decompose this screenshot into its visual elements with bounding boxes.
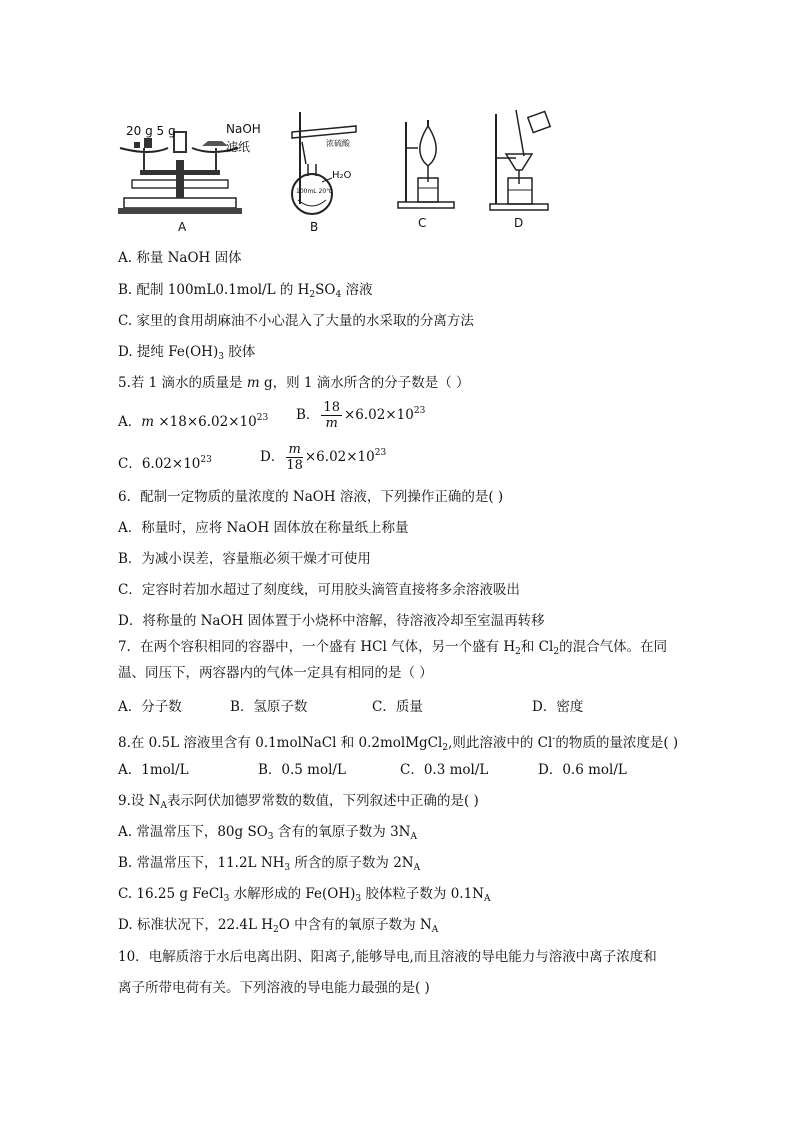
q7-option-b: B．氢原子数 xyxy=(230,699,308,715)
figure-a-label: A xyxy=(178,220,187,234)
q6-option-a: A．称量时，应将 NaOH 固体放在称量纸上称量 xyxy=(118,520,409,536)
q6-option-b: B．为减小误差，容量瓶必须干燥才可使用 xyxy=(118,551,371,567)
figure-a-balance xyxy=(110,108,261,236)
flask-illustration xyxy=(278,108,368,236)
figure-d-label: D xyxy=(514,216,524,230)
acid-label: 浓硫酸 xyxy=(326,139,350,148)
flask-capacity-label: 100mL 20℃ xyxy=(296,188,333,195)
q6-option-d: D．将称量的 NaOH 固体置于小烧杯中溶解，待溶液冷却至室温再转移 xyxy=(118,613,545,629)
water-label: H₂O xyxy=(332,170,352,181)
q4-option-c: C. 家里的食用胡麻油不小心混入了大量的水采取的分离方法 xyxy=(118,313,474,329)
weights-label: 20 g 5 g xyxy=(126,124,176,138)
q9-option-a: A. 常温常压下，80g $SO_3$ 含有的氧原子数为 $3N_A$ xyxy=(118,824,417,842)
q5-option-d: D． $\frac{m}{18}$ $\times 6.02\times 10^{23}$ xyxy=(260,442,387,473)
q8-option-c: C．0.3 mol/L xyxy=(400,762,489,778)
filtration-illustration xyxy=(486,104,570,232)
q10-stem-line1: 10．电解质溶于水后电离出阴、阳离子,能够导电,而且溶液的导电能力与溶液中离子浓度和 xyxy=(118,949,657,965)
q5-option-b: B． $\frac{18}{m}$ $\times 6.02\times 10^{23}$ xyxy=(296,400,426,431)
q10-stem-line2: 离子所带电荷有关。下列溶液的导电能力最强的是( ) xyxy=(118,980,430,996)
q4-option-d: D. 提纯 $Fe(OH)_3$ 胶体 xyxy=(118,344,256,362)
separatory-funnel-illustration xyxy=(392,108,462,236)
figure-b-label: B xyxy=(310,220,319,234)
q5-option-a: A．$m \times 18\times 6.02\times 10^{23}$ xyxy=(118,413,269,430)
apparatus-figures xyxy=(110,108,570,238)
q8-option-b: B．0.5 mol/L xyxy=(258,762,346,778)
q9-option-c: C. 16.25 g FeCl$_3$ 水解形成的 $Fe(OH)_3$ 胶体粒子数为 $0.1N_A$ xyxy=(118,886,491,904)
q4-option-a: A. 称量 NaOH 固体 xyxy=(118,250,242,266)
q8-stem: 8.在 0.5L 溶液里含有 0.1molNaCl 和 0.2molMgCl$_2$,则此溶液中的 Cl-的物质的量浓度是( ) xyxy=(118,734,679,753)
q9-option-b: B. 常温常压下，11.2L $NH_3$ 所含的原子数为 $2N_A$ xyxy=(118,855,421,873)
q6-stem: 6．配制一定物质的量浓度的 NaOH 溶液，下列操作正确的是( ) xyxy=(118,489,504,505)
q9-stem: 9.设 $N_A$表示阿伏加德罗常数的数值，下列叙述中正确的是( ) xyxy=(118,793,479,811)
q6-option-c: C．定容时若加水超过了刻度线，可用胶头滴管直接将多余溶液吸出 xyxy=(118,582,520,598)
figure-c-label: C xyxy=(418,216,427,230)
q5-stem: 5.若 1 滴水的质量是 m g，则 1 滴水所含的分子数是（ ） xyxy=(118,375,470,391)
q7-option-d: D．密度 xyxy=(532,699,584,715)
q5-option-c: C．$6.02\times 10^{23}$ xyxy=(118,455,212,472)
figure-d-filtration xyxy=(486,104,570,232)
q7-stem-line1: 7．在两个容积相同的容器中，一个盛有 HCl 气体，另一个盛有 $H_2$和 $Cl_2$的混合气体。在同 xyxy=(118,639,668,657)
filter-paper-label: 滤纸 xyxy=(226,140,251,154)
q9-option-d: D. 标准状况下，22.4L $H_2O$ 中含有的氧原子数为 $N_A$ xyxy=(118,917,439,935)
figure-b-flask xyxy=(278,108,368,236)
naoh-label: NaOH xyxy=(226,122,261,136)
q7-stem-line2: 温、同压下，两容器内的气体一定具有相同的是（ ） xyxy=(118,665,433,681)
q8-option-a: A．1mol/L xyxy=(118,762,189,778)
q8-option-d: D．0.6 mol/L xyxy=(538,762,627,778)
q7-option-a: A．分子数 xyxy=(118,699,182,715)
q4-option-b: B. 配制 100mL0.1mol/L 的 $H_2SO_4$ 溶液 xyxy=(118,282,373,300)
q7-option-c: C．质量 xyxy=(372,699,423,715)
figure-c-separatory-funnel xyxy=(392,108,462,236)
